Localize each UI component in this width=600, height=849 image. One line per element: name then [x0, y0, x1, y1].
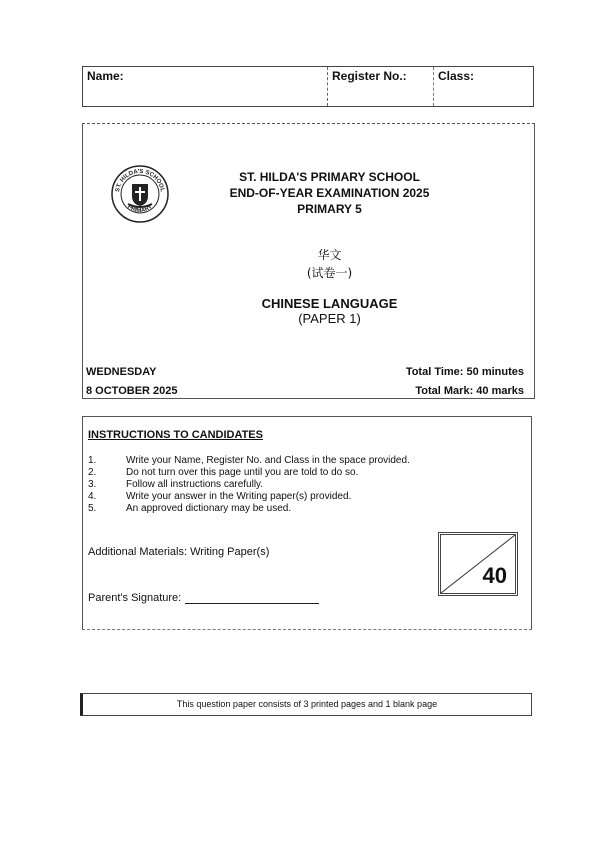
exam-day: WEDNESDAY [86, 366, 157, 378]
instruction-item: 1. Write your Name, Register No. and Class in the space provided. [88, 455, 410, 466]
name-field[interactable] [83, 67, 327, 106]
instructions-list [88, 455, 410, 515]
paper-number: (PAPER 1) [298, 311, 361, 326]
chinese-title: 华文 [317, 248, 342, 262]
additional-materials: Additional Materials: Writing Paper(s) [88, 546, 270, 558]
level: PRIMARY 5 [297, 202, 362, 216]
signature-line[interactable] [185, 593, 319, 604]
chinese-title-block [83, 246, 534, 282]
svg-text:PRIMARY: PRIMARY [126, 203, 154, 215]
instruction-item: 4. Write your answer in the Writing paper(s) provided. [88, 491, 352, 502]
svg-text:ST. HILDA'S SCHOOL: ST. HILDA'S SCHOOL [115, 168, 165, 193]
exam-totals-block [406, 363, 524, 401]
cover-box [82, 123, 535, 399]
score-total: 40 [482, 563, 507, 588]
page-count-note: This question paper consists of 3 printed pages and 1 blank page [80, 693, 532, 716]
subject-block [83, 296, 534, 326]
exam-name: END-OF-YEAR EXAMINATION 2025 [229, 186, 430, 200]
subject-title: CHINESE LANGUAGE [261, 296, 398, 311]
class-label: Class: [438, 69, 475, 83]
name-label: Name: [87, 69, 124, 83]
score-box [438, 532, 518, 596]
register-no-label: Register No.: [332, 69, 407, 83]
parent-signature-row [88, 592, 319, 604]
school-heading [83, 169, 534, 217]
candidate-info-box [82, 66, 534, 107]
instruction-item: 5. An approved dictionary may be used. [88, 503, 292, 514]
instructions-title: INSTRUCTIONS TO CANDIDATES [88, 429, 263, 441]
exam-date: 8 OCTOBER 2025 [86, 385, 178, 397]
school-name: ST. HILDA'S PRIMARY SCHOOL [239, 170, 420, 184]
total-mark: Total Mark: 40 marks [415, 385, 524, 397]
instructions-box [82, 416, 532, 630]
instruction-item: 2. Do not turn over this page until you are told to do so. [88, 467, 359, 478]
class-field[interactable] [433, 67, 535, 106]
exam-date-block [86, 363, 178, 401]
instruction-item: 3. Follow all instructions carefully. [88, 479, 264, 490]
total-time: Total Time: 50 minutes [405, 366, 524, 378]
signature-label: Parent's Signature: [88, 592, 182, 604]
chinese-paper: (试卷一) [306, 266, 353, 280]
register-no-field[interactable] [327, 67, 433, 106]
